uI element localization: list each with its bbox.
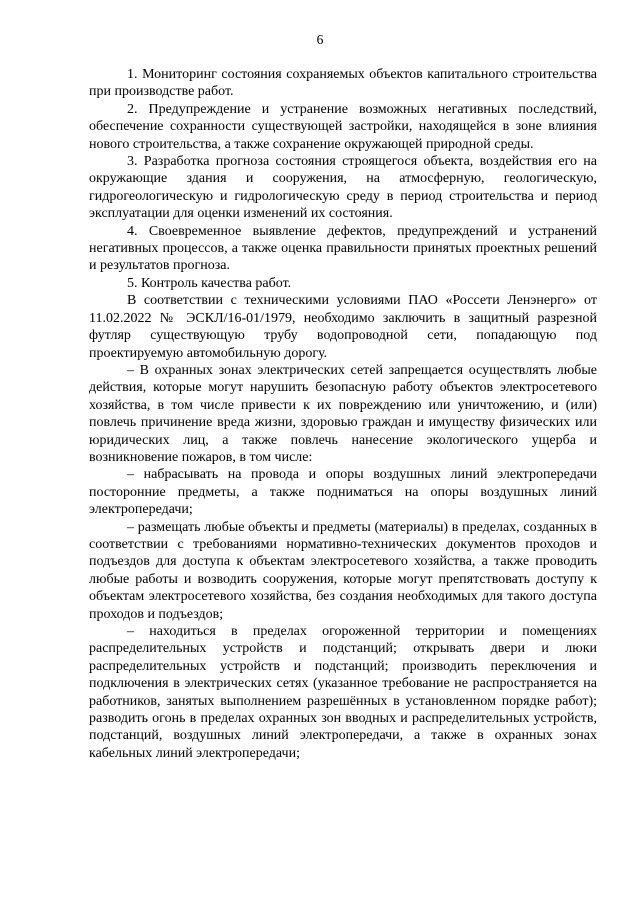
page-number: 6 [316,32,324,47]
paragraph-forecast: 3. Разработка прогноза состояния строящегося объекта, воздействия его на окружающие здания и сооружения, на атмосферную, геологическую, гидрогеологическую и гидрологическую среду в период строительства и период эксплуатации для оценки изменений их состояния. [89,154,597,222]
list-item-throwing-objects: – набрасывать на провода и опоры воздушных линий электропередачи посторонние предметы, а также подниматься на опоры воздушных линий электропередачи; [89,467,597,518]
list-item-placing-objects: – размещать любые объекты и предметы (материалы) в пределах, созданных в соответствии с требованиями нормативно-технических документов проходов и подъездов для доступа к объектам электросетевого хозяйства, а также проводить любые работы и возводить сооружения, которые могут препятствовать доступу к объектам электросетевого хозяйства, без создания необходимых для такого доступа проходов и подъездов; [89,519,597,622]
paragraph-quality-control: 5. Контроль качества работ. [127,275,292,291]
paragraph-monitoring: 1. Мониторинг состояния сохраняемых объектов капитального строительства при производстве работ. [89,67,597,100]
list-item-substations: – находиться в пределах огороженной территории и помещениях распределительных устройств и подстанций; открывать двери и люки распределительных устройств и подстанций; производить переключения и подключения в электрических сетях (указанное требование не распространяется на работников, занятых выполнением разрешённых в установленном порядке работ); разводить огонь в пределах охранных зон вводных и распределительных устройств, подстанций, воздушных линий электропередачи, а также в охранных зонах кабельных линий электропередачи; [89,624,597,761]
paragraph-technical-conditions: В соответствии с техническими условиями ПАО «Россети Ленэнерго» от 11.02.2022 № ЭСКЛ/16-01/1979, необходимо заключить в защитный разрезной футляр существующую трубу водопроводной сети, попадающую под проектируемую автомобильную дорогу. [89,293,597,361]
paragraph-prevention: 2. Предупреждение и устранение возможных негативных последствий, обеспечение сохранности существующей застройки, находящейся в зоне влияния нового строительства, а также сохранение окружающей природной среды. [89,101,597,152]
document-body [89,66,597,762]
paragraph-protection-zones: – В охранных зонах электрических сетей запрещается осуществлять любые действия, которые могут нарушить безопасную работу объектов электросетевого хозяйства, в том числе привести к их повреждению или уничтожению, и (или) повлечь причинение вреда жизни, здоровью граждан и имуществу физических или юридических лиц, а также повлечь нанесение экологического ущерба и возникновение пожаров, в том числе: [89,362,597,465]
paragraph-defect-detection: 4. Своевременное выявление дефектов, предупреждений и устранений негативных процессов, а также оценка правильности принятых проектных решений и результатов прогноза. [89,223,597,274]
